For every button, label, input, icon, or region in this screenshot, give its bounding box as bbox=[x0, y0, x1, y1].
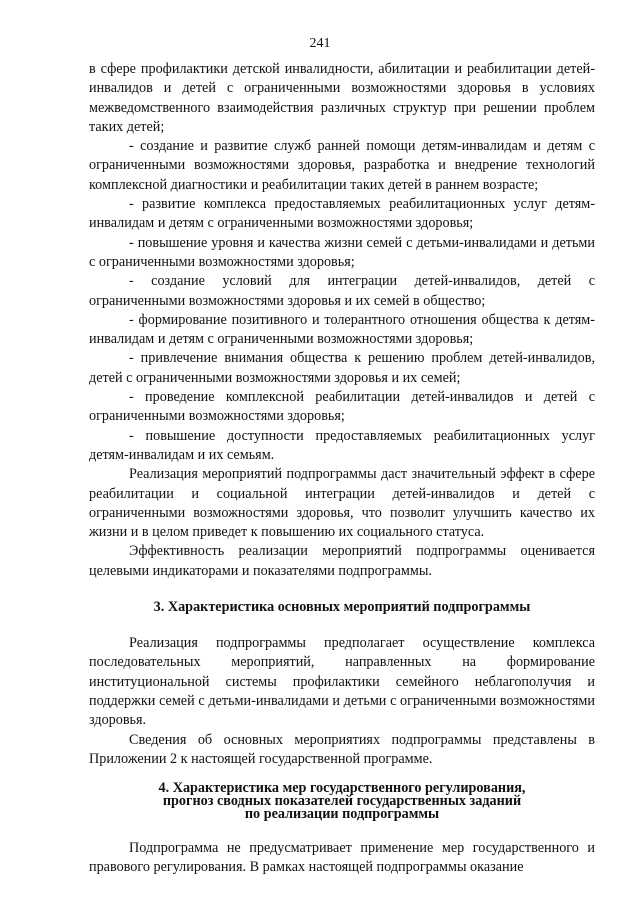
list-item-early-help: - создание и развитие служб ранней помощи детям-инвалидам и детям с ограниченными возможностями здоровья, разработка и внедрение технологий комплексной диагностики и реабилитации таких детей в раннем возрасте; bbox=[89, 138, 595, 193]
paragraph-appendix-reference: Сведения об основных мероприятиях подпрограммы представлены в Приложении 2 к настоящей государственной программе. bbox=[89, 731, 595, 767]
paragraph-efficiency: Эффективность реализации мероприятий подпрограммы оценивается целевыми индикаторами и показателями подпрограммы. bbox=[89, 543, 595, 579]
list-item-quality-of-life: - повышение уровня и качества жизни семей с детьми-инвалидами и детьми с ограниченными возможностями здоровья; bbox=[89, 234, 595, 270]
page-number: 241 bbox=[309, 36, 331, 51]
section-heading-4-line1: 4. Характеристика мер государственного регулирования, bbox=[158, 780, 526, 797]
paragraph-implementation: Реализация подпрограммы предполагает осуществление комплекса последовательных мероприятий, направленных на формирование институциональной системы профилактики семейного неблагополучия и поддержки семей с детьми-инвалидами и детьми с ограниченными возможностями здоровья. bbox=[89, 635, 595, 729]
section-heading-4-line2: прогноз сводных показателей государственных заданий bbox=[162, 793, 522, 810]
paragraph-effect: Реализация мероприятий подпрограммы даст значительный эффект в сфере реабилитации и социальной интеграции детей-инвалидов и детей с ограниченными возможностями здоровья, что позволит улучшить качество их жизни и в целом приведет к повышению их социального статуса. bbox=[89, 466, 595, 541]
document-body bbox=[89, 60, 595, 878]
list-item-rehab-services: - развитие комплекса предоставляемых реабилитационных услуг детям-инвалидам и детям с ограниченными возможностями здоровья; bbox=[89, 196, 595, 232]
list-item-integration: - создание условий для интеграции детей-инвалидов, детей с ограниченными возможностями здоровья и их семей в общество; bbox=[89, 273, 595, 309]
paragraph-intro-continuation: в сфере профилактики детской инвалидности, абилитации и реабилитации детей-инвалидов и детей с ограниченными возможностями здоровья в условиях межведомственного взаимодействия различных структур при решении проблем таких детей; bbox=[89, 61, 595, 135]
list-item-accessibility: - повышение доступности предоставляемых реабилитационных услуг детям-инвалидам и их семьям. bbox=[89, 427, 595, 463]
list-item-tolerance: - формирование позитивного и толерантного отношения общества к детям-инвалидам и детям с ограниченными возможностями здоровья; bbox=[89, 311, 595, 348]
section-heading-3: 3. Характеристика основных мероприятий подпрограммы bbox=[153, 599, 531, 616]
paragraph-regulation: Подпрограмма не предусматривает применение мер государственного и правового регулирования. В рамках настоящей подпрограммы оказание bbox=[89, 840, 595, 876]
list-item-complex-rehab: - проведение комплексной реабилитации детей-инвалидов и детей с ограниченными возможностями здоровья; bbox=[89, 389, 595, 425]
section-heading-4-line3: по реализации подпрограммы bbox=[244, 806, 440, 823]
section-heading-4 bbox=[89, 782, 595, 821]
list-item-public-attention: - привлечение внимания общества к решению проблем детей-инвалидов, детей с ограниченными возможностями здоровья и их семей; bbox=[89, 350, 595, 386]
